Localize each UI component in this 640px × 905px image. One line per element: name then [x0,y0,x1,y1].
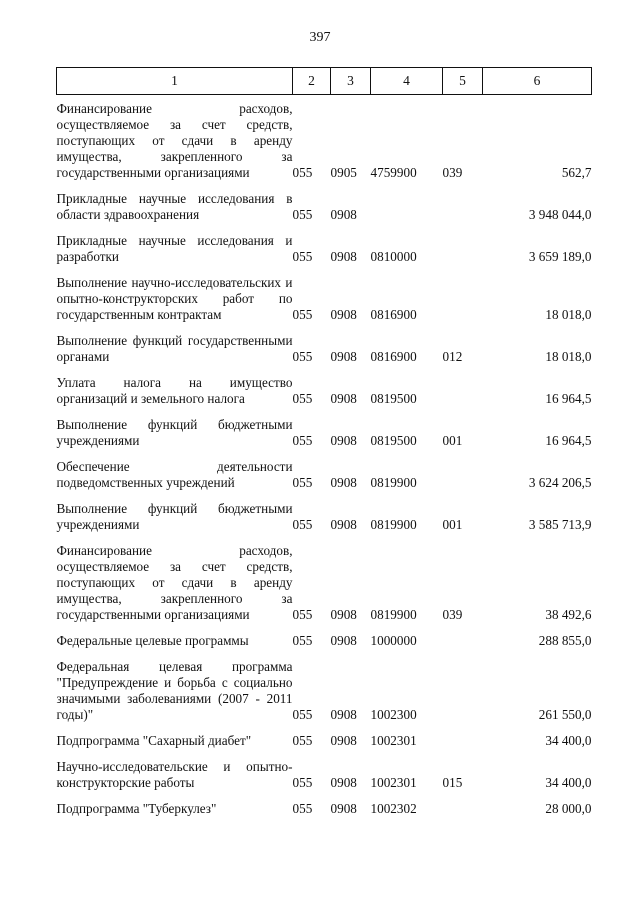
row-name-cell: Научно-исследовательские и опытно-конструкторские работы [56,759,293,790]
table-row [57,723,592,749]
row-section-cell: 0908 [330,349,357,364]
row-target-article-cell: 0816900 [370,307,417,322]
row-expense-type-cell [443,449,483,491]
row-target-article-cell: 0819900 [370,475,417,490]
row-section-cell: 0908 [330,249,357,264]
row-target-article-cell: 0810000 [370,249,417,264]
row-name-cell: Прикладные научные исследования в области здравоохранения [56,191,293,222]
row-section-cell: 0908 [330,707,357,722]
row-code-cell: 055 [292,349,313,364]
row-section-cell: 0908 [330,391,357,406]
column-header-1: 1 [57,68,293,95]
row-code-cell: 055 [292,307,313,322]
row-code-cell: 055 [292,517,313,532]
row-code-cell: 055 [292,633,313,648]
table-row [57,95,592,182]
row-target-article-cell: 0816900 [370,349,417,364]
row-section-cell: 0908 [330,801,357,816]
row-section-cell: 0908 [330,207,357,222]
row-code-cell: 055 [292,607,313,622]
row-expense-type-cell [443,365,483,407]
row-amount-cell: 562,7 [561,165,592,180]
row-code-cell: 055 [292,707,313,722]
row-amount-cell: 16 964,5 [545,391,592,406]
table-header [57,68,592,95]
row-expense-type-cell [443,265,483,323]
column-header-4: 4 [371,68,443,95]
row-name-cell: Федеральная целевая программа "Предупреждение и борьба с социально значимыми заболеваниями (2007 - 2011 годы)" [56,659,293,722]
table-row [57,533,592,623]
table-row [57,223,592,265]
row-name-cell: Подпрограмма "Сахарный диабет" [56,733,252,748]
row-name-cell: Финансирование расходов, осуществляемое за счет средств, поступающих от сдачи в аренду имущества, закрепленного за государственными организациями [56,101,293,180]
row-name-cell: Уплата налога на имущество организаций и земельного налога [56,375,293,406]
budget-table [56,67,592,817]
row-expense-type-cell: 001 [442,433,463,448]
row-target-article-cell: 0819500 [370,391,417,406]
row-expense-type-cell [443,223,483,265]
row-code-cell: 055 [292,207,313,222]
row-name-cell: Выполнение научно-исследовательских и опытно-конструкторских работ по государственным контрактам [56,275,293,322]
table-body [57,95,592,818]
row-code-cell: 055 [292,249,313,264]
row-section-cell: 0908 [330,607,357,622]
column-header-6: 6 [483,68,592,95]
row-expense-type-cell: 015 [442,775,463,790]
row-expense-type-cell [443,623,483,649]
table-row [57,623,592,649]
row-section-cell: 0908 [330,307,357,322]
row-expense-type-cell [443,723,483,749]
row-amount-cell: 3 585 713,9 [528,517,592,532]
row-code-cell: 055 [292,165,313,180]
row-section-cell: 0908 [330,517,357,532]
row-amount-cell: 16 964,5 [545,433,592,448]
table-row [57,407,592,449]
row-section-cell: 0908 [330,475,357,490]
row-target-article-cell: 1000000 [370,633,417,648]
row-target-article-cell: 0819900 [370,607,417,622]
row-target-article-cell: 4759900 [370,165,417,180]
row-section-cell: 0908 [330,775,357,790]
row-amount-cell: 38 492,6 [545,607,592,622]
row-code-cell: 055 [292,801,313,816]
row-target-article-cell: 1002302 [370,801,417,816]
table-row [57,365,592,407]
row-expense-type-cell [443,649,483,723]
row-target-article-cell: 1002301 [370,775,417,790]
table-row [57,749,592,791]
table-row [57,323,592,365]
row-code-cell: 055 [292,475,313,490]
row-name-cell: Выполнение функций государственными органами [56,333,293,364]
table-row [57,265,592,323]
row-expense-type-cell: 001 [442,517,463,532]
row-code-cell: 055 [292,775,313,790]
row-name-cell: Финансирование расходов, осуществляемое за счет средств, поступающих от сдачи в аренду имущества, закрепленного за государственными организациями [56,543,293,622]
row-amount-cell: 261 550,0 [538,707,592,722]
row-amount-cell: 3 624 206,5 [528,475,592,490]
row-target-article-cell: 0819900 [370,517,417,532]
row-target-article-cell: 1002300 [370,707,417,722]
row-expense-type-cell: 039 [442,607,463,622]
table-row [57,491,592,533]
row-amount-cell: 288 855,0 [538,633,592,648]
page-number: 397 [309,30,331,45]
column-header-2: 2 [293,68,331,95]
table-row [57,791,592,817]
row-section-cell: 0905 [330,165,357,180]
row-expense-type-cell [443,181,483,223]
row-name-cell: Прикладные научные исследования и разработки [56,233,293,264]
row-name-cell: Федеральные целевые программы [56,633,249,648]
row-amount-cell: 34 400,0 [545,733,592,748]
row-expense-type-cell [443,791,483,817]
row-code-cell: 055 [292,391,313,406]
column-header-3: 3 [331,68,371,95]
row-target-article-cell [371,181,443,223]
row-section-cell: 0908 [330,433,357,448]
row-amount-cell: 3 659 189,0 [528,249,592,264]
row-amount-cell: 18 018,0 [545,307,592,322]
row-name-cell: Обеспечение деятельности подведомственных учреждений [56,459,293,490]
row-name-cell: Выполнение функций бюджетными учреждениями [56,501,293,532]
row-target-article-cell: 0819500 [370,433,417,448]
row-code-cell: 055 [292,433,313,448]
row-code-cell: 055 [292,733,313,748]
row-amount-cell: 28 000,0 [545,801,592,816]
row-target-article-cell: 1002301 [370,733,417,748]
table-row [57,649,592,723]
row-section-cell: 0908 [330,633,357,648]
row-name-cell: Подпрограмма "Туберкулез" [56,801,217,816]
row-amount-cell: 34 400,0 [545,775,592,790]
row-amount-cell: 3 948 044,0 [528,207,592,222]
row-expense-type-cell: 012 [442,349,463,364]
row-section-cell: 0908 [330,733,357,748]
table-row [57,449,592,491]
column-header-5: 5 [443,68,483,95]
row-amount-cell: 18 018,0 [545,349,592,364]
row-expense-type-cell: 039 [442,165,463,180]
table-row [57,181,592,223]
row-name-cell: Выполнение функций бюджетными учреждениями [56,417,293,448]
